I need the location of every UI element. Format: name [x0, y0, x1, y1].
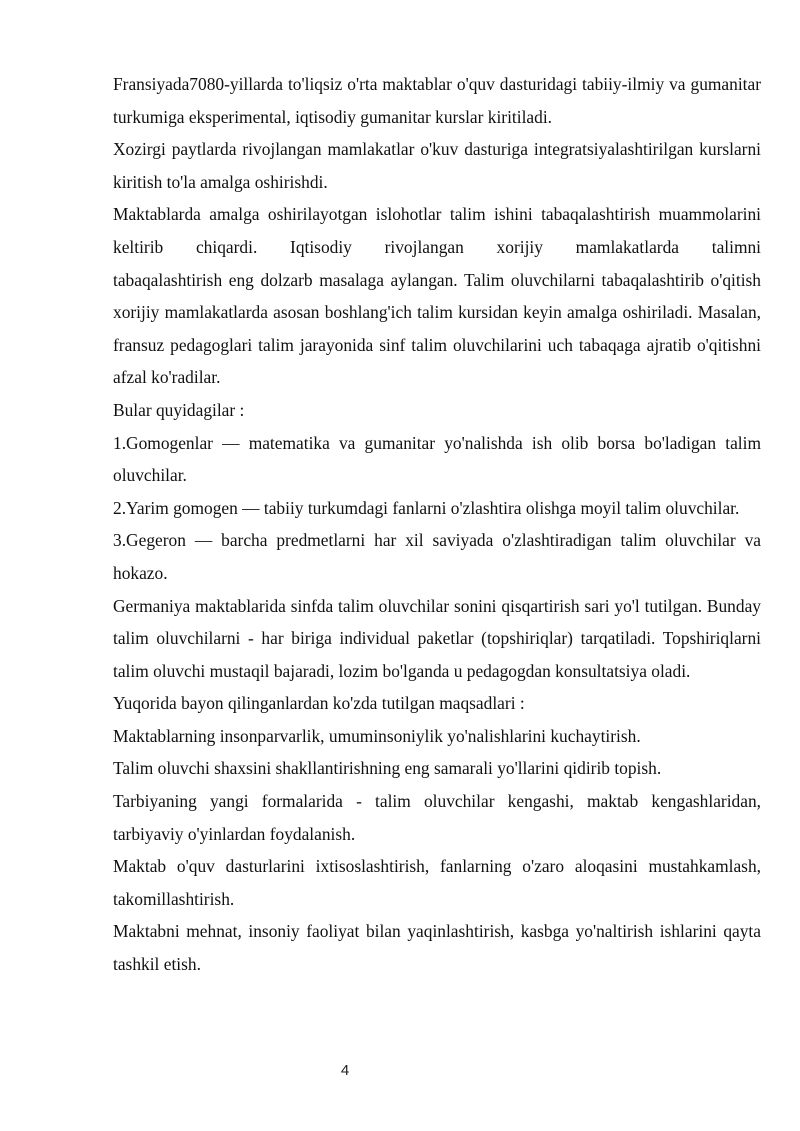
paragraph-12: Talim oluvchi shaxsini shakllantirishning eng samarali yo'llarini qidirib topish.	[113, 758, 662, 779]
page-number: 4	[340, 1062, 350, 1079]
list-item-2: 2.Yarim gomogen — tabiiy turkumdagi fanlarni o'zlashtira olishga moyil talim oluvchilar.	[113, 497, 740, 518]
paragraph-11: Maktablarning insonparvarlik, umuminsoniylik yo'nalishlarini kuchaytirish.	[113, 725, 641, 746]
paragraph-15: Maktabni mehnat, insoniy faoliyat bilan yaqinlashtirish, kasbga yo'naltirish ishlarini qayta tashkil etish.	[113, 921, 761, 975]
paragraph-9: Germaniya maktablarida sinfda talim oluvchilar sonini qisqartirish sari yo'l tutilgan. Bunday talim oluvchilarni - har biriga individual paketlar (topshiriqlar) tarqatiladi. Topshiriqlarni talim oluvchi mustaqil bajaradi, lozim bo'lganda u pedagogdan konsultatsiya oladi.	[113, 595, 761, 681]
paragraph-2: Xozirgi paytlarda rivojlangan mamlakatlar o'kuv dasturiga integratsiyalashtirilgan kurslarni kiritish to'la amalga oshirishdi.	[113, 139, 761, 192]
paragraph-14: Maktab o'quv dasturlarini ixtisoslashtirish, fanlarning o'zaro aloqasini mustahkamlash, takomillashtirish.	[113, 856, 761, 909]
paragraph-5: Bular quyidagilar :	[113, 399, 245, 420]
paragraph-10: Yuqorida bayon qilinganlardan ko'zda tutilgan maqsadlari :	[113, 693, 525, 714]
document-page	[113, 68, 761, 981]
paragraph-4: tabaqalashtirish eng dolzarb masalaga aylangan. Talim oluvchilarni tabaqalashtirib o'qitish xorijiy mamlakatlarda asosan boshlang'ich talim kursidan keyin amalga oshiriladi. Masalan, fransuz pedagoglari talim jarayonida sinf talim oluvchilarini uch tabaqaga ajratib o'qitishni afzal ko'radilar.	[113, 269, 761, 388]
list-item-3: 3.Gegeron — barcha predmetlarni har xil saviyada o'zlashtiradigan talim oluvchilar va hokazo.	[113, 530, 761, 583]
list-item-1: 1.Gomogenlar — matematika va gumanitar yo'nalishda ish olib borsa bo'ladigan talim oluvchilar.	[113, 432, 761, 486]
paragraph-3: Maktablarda amalga oshirilayotgan islohotlar talim ishini tabaqalashtirish muammolarini keltirib chiqardi. Iqtisodiy rivojlangan xorijiy mamlakatlarda talimni	[113, 204, 761, 257]
paragraph-13: Tarbiyaning yangi formalarida - talim oluvchilar kengashi, maktab kengashlaridan, tarbiyaviy o'yinlardan foydalanish.	[113, 791, 761, 844]
paragraph-1: Fransiyada7080-yillarda to'liqsiz o'rta maktablar o'quv dasturidagi tabiiy-ilmiy va gumanitar turkumiga eksperimental, iqtisodiy gumanitar kurslar kiritiladi.	[113, 74, 761, 127]
